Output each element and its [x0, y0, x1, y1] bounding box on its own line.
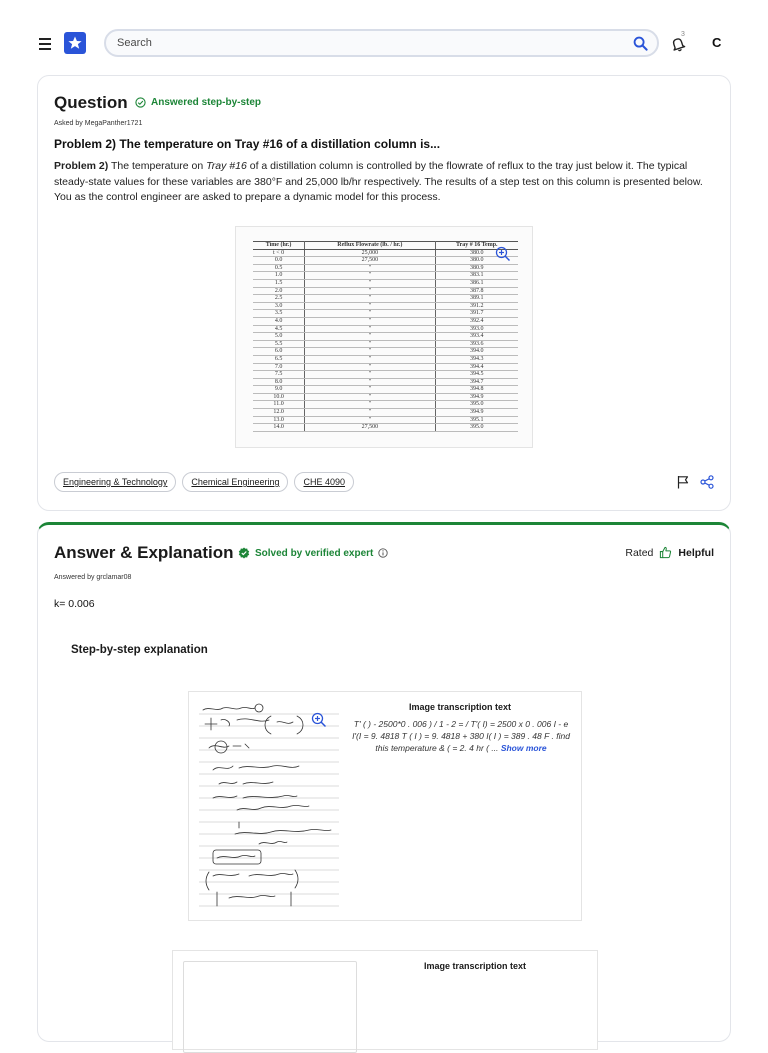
- table-row: [253, 257, 518, 265]
- table-cell: 4.0: [253, 317, 305, 325]
- table-cell: 10.0: [253, 393, 305, 401]
- table-cell: 6.5: [253, 355, 305, 363]
- table-cell: ": [305, 272, 435, 280]
- table-row: [253, 264, 518, 272]
- table-cell: 391.7: [435, 310, 518, 318]
- rating: [625, 546, 714, 559]
- table-cell: 395.0: [435, 401, 518, 409]
- table-cell: 395.0: [435, 424, 518, 432]
- handwritten-solution-image[interactable]: [199, 700, 339, 910]
- verified-badge-icon: [238, 547, 250, 559]
- table-cell: 394.5: [435, 371, 518, 379]
- table-header-cell: Reflux Flowrate (lb. / hr.): [305, 242, 435, 250]
- table-cell: 4.5: [253, 325, 305, 333]
- table-row: [253, 287, 518, 295]
- body-text: The temperature on: [108, 160, 207, 172]
- table-cell: 394.4: [435, 363, 518, 371]
- table-cell: t < 0: [253, 249, 305, 257]
- table-cell: 3.5: [253, 310, 305, 318]
- logo[interactable]: [64, 32, 86, 54]
- answered-by[interactable]: Answered by grclamar08: [54, 574, 132, 581]
- subject-tag[interactable]: CHE 4090: [294, 472, 354, 492]
- table-cell: ": [305, 333, 435, 341]
- check-circle-icon: [135, 97, 146, 108]
- flag-icon[interactable]: [676, 475, 690, 489]
- table-cell: ": [305, 317, 435, 325]
- table-cell: 0.5: [253, 264, 305, 272]
- hamburger-menu-icon[interactable]: [39, 38, 51, 50]
- table-cell: 13.0: [253, 416, 305, 424]
- table-cell: ": [305, 325, 435, 333]
- table-cell: 391.2: [435, 302, 518, 310]
- asked-by[interactable]: Asked by MegaPanther1721: [54, 120, 143, 127]
- table-row: [253, 317, 518, 325]
- table-cell: 389.1: [435, 295, 518, 303]
- table-cell: 394.9: [435, 393, 518, 401]
- table-cell: 6.0: [253, 348, 305, 356]
- body-text: of a distillation column is controlled by the flowrate of reflux to the tray just below it. The typical steady-state values for these variables are 380°F and 25,000 lb/hr respectively. The results of a step test on this column is presented below. You as the control engineer are asked to prepare a dynamic model for this process.: [54, 160, 703, 203]
- table-cell: 5.0: [253, 333, 305, 341]
- table-row: [253, 355, 518, 363]
- table-cell: 393.6: [435, 340, 518, 348]
- table-cell: 1.0: [253, 272, 305, 280]
- table-row: [253, 371, 518, 379]
- share-icon[interactable]: [700, 475, 714, 489]
- table-cell: ": [305, 409, 435, 417]
- transcription-heading: Image transcription text: [409, 702, 512, 712]
- rated-label: Rated: [625, 546, 654, 559]
- zoom-in-icon[interactable]: [311, 712, 327, 728]
- table-cell: 393.0: [435, 325, 518, 333]
- table-cell: ": [305, 416, 435, 424]
- table-row: [253, 424, 518, 432]
- table-cell: 0.0: [253, 257, 305, 265]
- table-cell: 1.5: [253, 279, 305, 287]
- transcription-body: T' ( ) - 2500*0 . 006 ) / 1 - 2 = / T'( I) = 2500 x 0 . 006 I - e I'(I = 9. 4818 T ( I ) = 9. 4818 + 380 I( I ) = 389 . 48 F . find this temperature & ( = 2. 4 hr ( ...: [352, 719, 570, 753]
- search-input[interactable]: Search: [117, 37, 152, 49]
- answer-card: [37, 522, 731, 1042]
- handwritten-solution-image[interactable]: [183, 961, 357, 1053]
- subject-tag[interactable]: Chemical Engineering: [182, 472, 288, 492]
- table-cell: 380.0: [435, 257, 518, 265]
- table-cell: 2.5: [253, 295, 305, 303]
- answered-status-label: Answered step-by-step: [151, 97, 262, 108]
- table-row: [253, 416, 518, 424]
- table-row: [253, 310, 518, 318]
- table-cell: 387.8: [435, 287, 518, 295]
- info-icon[interactable]: [378, 548, 388, 558]
- table-row: [253, 378, 518, 386]
- table-cell: 14.0: [253, 424, 305, 432]
- transcription-heading: Image transcription text: [424, 961, 527, 971]
- table-cell: ": [305, 386, 435, 394]
- table-row: [253, 249, 518, 257]
- table-cell: 8.0: [253, 378, 305, 386]
- helpful-label: Helpful: [678, 546, 714, 559]
- notification-count: 3: [681, 31, 685, 38]
- transcription-box: [188, 691, 582, 921]
- table-cell: ": [305, 348, 435, 356]
- table-cell: ": [305, 264, 435, 272]
- table-row: [253, 348, 518, 356]
- table-row: [253, 340, 518, 348]
- table-cell: 7.5: [253, 371, 305, 379]
- show-more-link[interactable]: Show more: [500, 743, 547, 753]
- answer-value: k= 0.006: [54, 598, 95, 610]
- table-cell: ": [305, 355, 435, 363]
- table-row: [253, 302, 518, 310]
- table-row: [253, 393, 518, 401]
- table-cell: 27,500: [305, 257, 435, 265]
- table-row: [253, 333, 518, 341]
- verified-status: [238, 547, 388, 559]
- table-cell: 394.8: [435, 386, 518, 394]
- zoom-in-icon[interactable]: [495, 246, 511, 262]
- table-cell: ": [305, 363, 435, 371]
- table-row: [253, 401, 518, 409]
- table-row: [253, 272, 518, 280]
- table-cell: 380.9: [435, 264, 518, 272]
- transcription-box: [172, 950, 598, 1050]
- data-table: [253, 241, 518, 432]
- question-card: [37, 75, 731, 511]
- table-cell: 394.9: [435, 409, 518, 417]
- table-cell: ": [305, 340, 435, 348]
- top-bar: [0, 0, 768, 86]
- table-cell: 12.0: [253, 409, 305, 417]
- table-cell: 383.1: [435, 272, 518, 280]
- tag-list: [54, 472, 354, 492]
- question-title: Problem 2) The temperature on Tray #16 of a distillation column is...: [54, 137, 441, 151]
- table-cell: 386.1: [435, 279, 518, 287]
- table-cell: 11.0: [253, 401, 305, 409]
- table-cell: 394.7: [435, 378, 518, 386]
- table-cell: 5.5: [253, 340, 305, 348]
- thumbs-up-icon[interactable]: [659, 546, 672, 559]
- table-cell: 392.4: [435, 317, 518, 325]
- answer-heading: Answer & Explanation: [54, 543, 234, 562]
- table-row: [253, 409, 518, 417]
- body-italic: Tray #16: [206, 160, 247, 172]
- star-logo-icon: [67, 35, 83, 51]
- table-row: [253, 363, 518, 371]
- table-row: [253, 279, 518, 287]
- table-cell: 9.0: [253, 386, 305, 394]
- table-cell: ": [305, 279, 435, 287]
- table-cell: 2.0: [253, 287, 305, 295]
- verified-status-label: Solved by verified expert: [255, 547, 374, 559]
- transcription-text: [349, 718, 573, 754]
- answered-status: [135, 97, 261, 108]
- table-row: [253, 386, 518, 394]
- table-cell: ": [305, 393, 435, 401]
- table-row: [253, 325, 518, 333]
- table-header-cell: Tray # 16 Temp.: [435, 242, 518, 250]
- table-cell: ": [305, 287, 435, 295]
- table-cell: ": [305, 378, 435, 386]
- question-body: [54, 159, 714, 206]
- table-row: [253, 295, 518, 303]
- table-cell: 394.3: [435, 355, 518, 363]
- table-cell: 380.0: [435, 249, 518, 257]
- table-cell: ": [305, 401, 435, 409]
- table-cell: 25,000: [305, 249, 435, 257]
- table-cell: 393.4: [435, 333, 518, 341]
- problem-label: Problem 2): [54, 160, 109, 172]
- table-cell: ": [305, 295, 435, 303]
- table-cell: ": [305, 310, 435, 318]
- subject-tag[interactable]: Engineering & Technology: [54, 472, 176, 492]
- table-cell: 27,500: [305, 424, 435, 432]
- table-header-cell: Time (hr.): [253, 242, 305, 250]
- question-image[interactable]: [235, 226, 533, 448]
- table-cell: ": [305, 302, 435, 310]
- user-avatar[interactable]: C: [712, 35, 722, 50]
- step-by-step-title: Step-by-step explanation: [71, 644, 208, 656]
- search-icon[interactable]: [633, 36, 648, 51]
- table-cell: 7.0: [253, 363, 305, 371]
- table-cell: 394.0: [435, 348, 518, 356]
- question-heading: Question: [54, 93, 128, 112]
- table-cell: 3.0: [253, 302, 305, 310]
- table-cell: 395.1: [435, 416, 518, 424]
- search-bar[interactable]: [104, 29, 659, 57]
- table-cell: ": [305, 371, 435, 379]
